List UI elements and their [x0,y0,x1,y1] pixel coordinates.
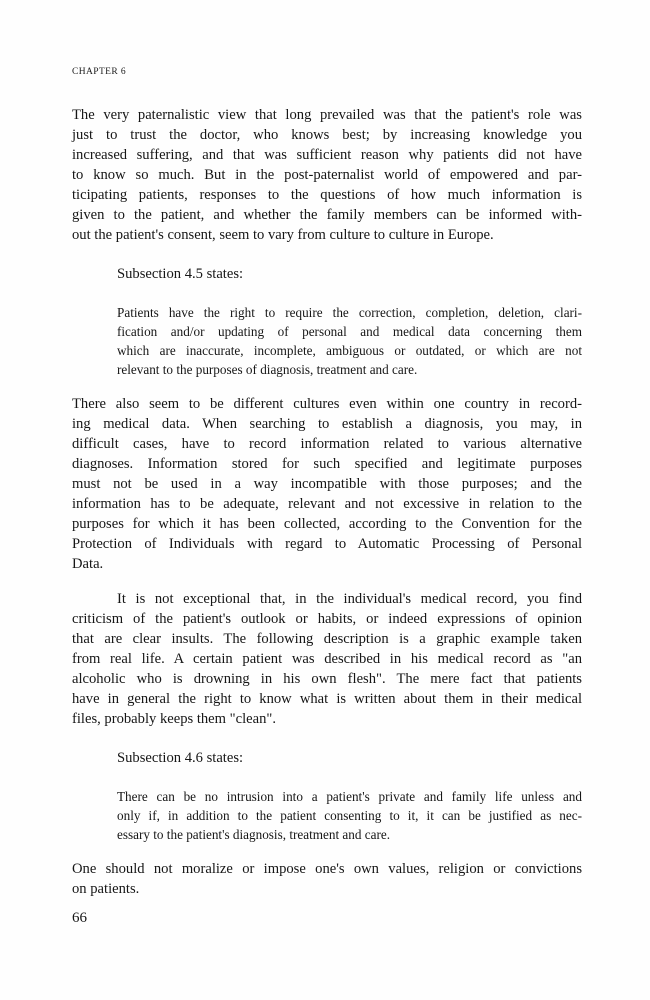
paragraph [72,589,582,729]
text-line: files, probably keeps them "clean". [72,711,276,727]
text-line: to know so much. But in the post-paternalist world of empowered and par- [72,167,582,183]
text-line: only if, in addition to the patient consenting to it, it can be justified as nec- [117,808,582,823]
text-line: criticism of the patient's outlook or habits, or indeed expressions of opinion [72,611,582,627]
text-line: just to trust the doctor, who knows best; by increasing knowledge you [72,127,582,143]
page-content [72,66,582,899]
text-line: essary to the patient's diagnosis, treatment and care. [117,827,390,842]
text-line: relevant to the purposes of diagnosis, treatment and care. [117,362,418,377]
text-line: Protection of Individuals with regard to Automatic Processing of Personal [72,536,582,552]
text-line: which are inaccurate, incomplete, ambiguous or outdated, or which are not [117,343,582,358]
text-line: There also seem to be different cultures even within one country in record- [72,396,582,412]
text-line: ticipating patients, responses to the questions of how much information is [72,187,582,203]
text-blocks [72,105,582,899]
text-line: have in general the right to know what is written about them in their medical [72,691,582,707]
text-line: alcoholic who is drowning in his own flesh". The mere fact that patients [72,671,582,687]
text-line: on patients. [72,881,140,897]
text-line: It is not exceptional that, in the individual's medical record, you find [117,591,582,607]
text-line: Patients have the right to require the correction, completion, deletion, clari- [117,305,582,320]
paragraph [72,105,582,245]
text-line: purposes for which it has been collected, according to the Convention for the [72,516,582,532]
text-line: out the patient's consent, seem to vary from culture to culture in Europe. [72,227,494,243]
quote-block [117,303,582,379]
page-number: 66 [72,910,87,926]
subsection-heading: Subsection 4.5 states: [117,266,244,282]
text-line: information has to be adequate, relevant and not excessive in relation to the [72,496,582,512]
text-line: One should not moralize or impose one's own values, religion or convictions [72,861,582,877]
text-line: Data. [72,556,104,572]
text-line: diagnoses. Information stored for such specified and legitimate purposes [72,456,582,472]
text-line: fication and/or updating of personal and medical data concerning them [117,324,582,339]
text-line: from real life. A certain patient was described in his medical record as "an [72,651,582,667]
text-line: increased suffering, and that was sufficient reason why patients did not have [72,147,582,163]
text-line: must not be used in a way incompatible with those purposes; and the [72,476,582,492]
chapter-running-head: CHAPTER 6 [72,67,127,77]
text-line: ing medical data. When searching to establish a diagnosis, you may, in [72,416,582,432]
quote-block [117,787,582,844]
text-line: that are clear insults. The following description is a graphic example taken [72,631,582,647]
text-line: The very paternalistic view that long prevailed was that the patient's role was [72,107,582,123]
text-line: given to the patient, and whether the family members can be informed with- [72,207,582,223]
subsection-heading: Subsection 4.6 states: [117,750,244,766]
text-line: difficult cases, have to record information related to various alternative [72,436,582,452]
paragraph [72,394,582,574]
paragraph [72,859,582,899]
text-line: There can be no intrusion into a patient's private and family life unless and [117,789,582,804]
